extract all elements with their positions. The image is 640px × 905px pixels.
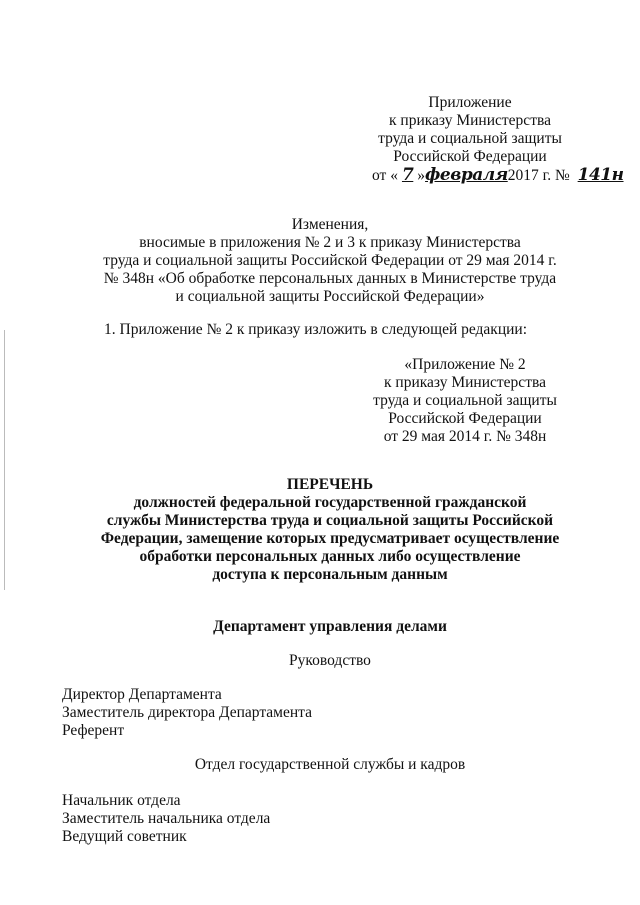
header-line-1: Приложение — [428, 94, 512, 111]
section-2-title: Отдел государственной службы и кадров — [194, 756, 466, 773]
date-prefix: от « — [372, 167, 398, 184]
title-line-3: труда и социальной защиты Российской Федерации от 29 мая 2014 г. — [103, 252, 557, 269]
list-title-line-2: должностей федеральной государственной гражданской — [133, 494, 527, 511]
list-title-line-3: службы Министерства труда и социальной защиты Российской — [106, 512, 554, 529]
item-1-text: 1. Приложение № 2 к приказу изложить в следующей редакции: — [104, 321, 528, 338]
section-1-title: Руководство — [289, 652, 371, 669]
list-item: Референт — [62, 722, 125, 739]
list-title-line-5: обработки персональных данных либо осуществление — [139, 548, 521, 565]
title-line-1: Изменения, — [291, 216, 369, 233]
annex-line-4: Российской Федерации — [388, 410, 542, 427]
list-title-line-6: доступа к персональным данным — [212, 566, 448, 583]
list-item: Заместитель директора Департамента — [62, 704, 312, 721]
header-line-2: к приказу Министерства — [389, 112, 551, 129]
scan-margin-line — [4, 330, 5, 590]
date-day-handwritten: 7 — [401, 165, 414, 185]
annex-line-2: к приказу Министерства — [384, 374, 546, 391]
header-date-line — [372, 166, 624, 185]
list-title-line-4: Федерации, замещение которых предусматривает осуществление — [100, 530, 560, 547]
department-heading: Департамент управления делами — [213, 618, 447, 635]
header-line-3: труда и социальной защиты — [378, 130, 562, 147]
list-title-line-1: ПЕРЕЧЕНЬ — [286, 476, 374, 493]
list-item: Начальник отдела — [62, 792, 181, 809]
annex-line-1: «Приложение № 2 — [404, 356, 526, 373]
list-item: Заместитель начальника отдела — [62, 810, 271, 827]
annex-line-3: труда и социальной защиты — [373, 392, 557, 409]
title-line-2: вносимые в приложения № 2 и 3 к приказу Министерства — [139, 234, 521, 251]
title-line-5: и социальной защиты Российской Федерации» — [175, 288, 485, 305]
date-mid: » — [417, 167, 426, 184]
list-item: Директор Департамента — [62, 686, 222, 703]
list-item: Ведущий советник — [62, 828, 187, 845]
annex-line-5: от 29 мая 2014 г. № 348н — [383, 428, 547, 445]
date-year: 2017 г. № — [507, 167, 570, 184]
date-month-handwritten: февраля — [425, 165, 508, 185]
title-line-4: № 348н «Об обработке персональных данных в Министерстве труда — [103, 270, 557, 287]
order-number-handwritten: 141н — [577, 165, 624, 185]
header-line-4: Российской Федерации — [393, 148, 547, 165]
